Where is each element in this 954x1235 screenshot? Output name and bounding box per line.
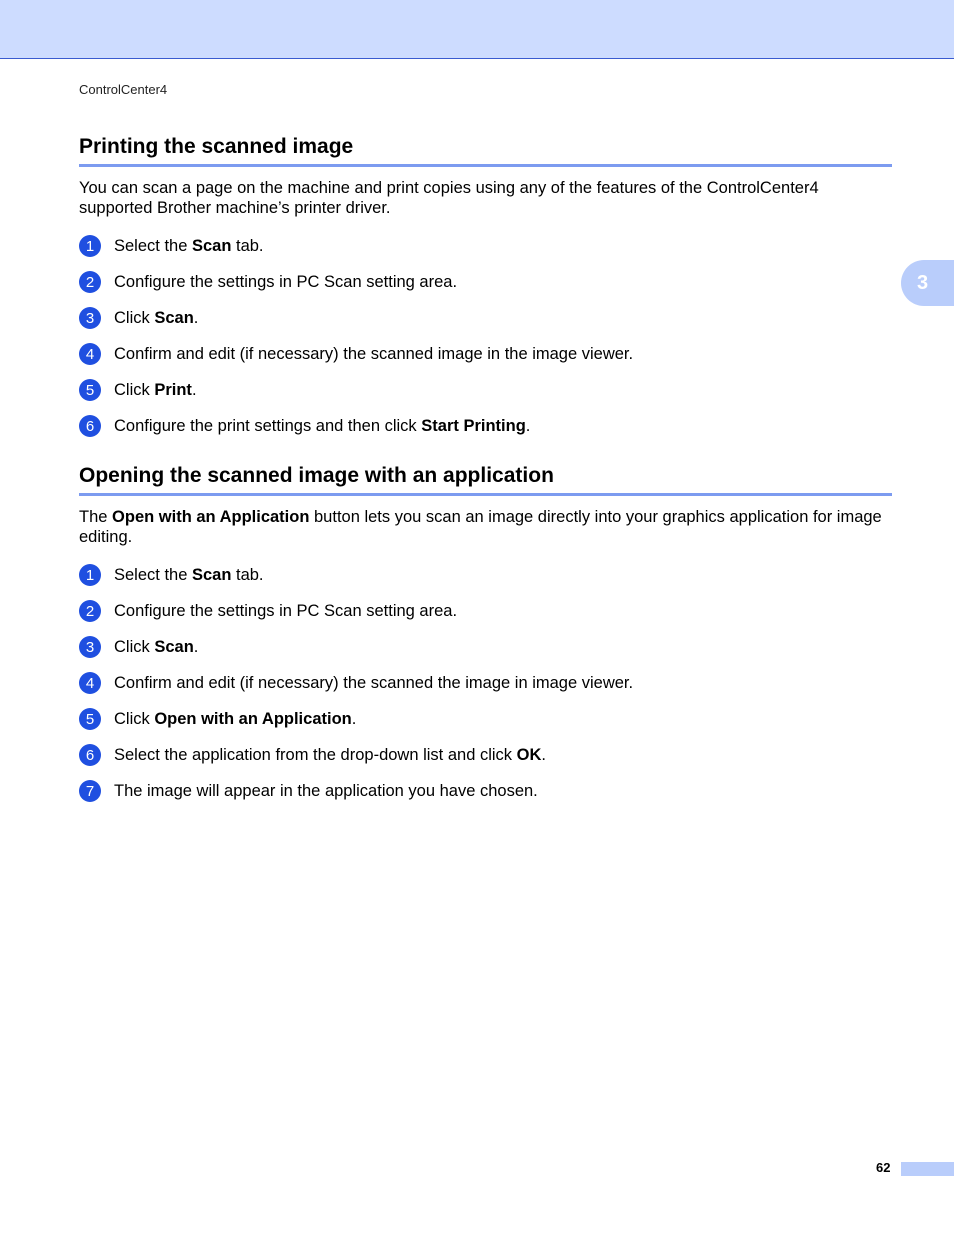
step-text: Confirm and edit (if necessary) the scanned the image in image viewer. (114, 673, 634, 692)
chapter-tab: 3 (901, 260, 954, 306)
step-item (79, 665, 892, 701)
step-text: Select the application from the drop-down list and click OK. (114, 745, 546, 764)
step-number-icon: 3 (79, 636, 101, 658)
step-number-icon: 4 (79, 343, 101, 365)
section-title: Printing the scanned image (79, 135, 892, 167)
step-item (79, 593, 892, 629)
step-number-icon: 6 (79, 415, 101, 437)
step-number-icon: 7 (79, 780, 101, 802)
step-list (79, 228, 892, 444)
section-printing (79, 135, 892, 444)
section-open-with-app (79, 464, 892, 809)
step-item (79, 701, 892, 737)
section-title: Opening the scanned image with an application (79, 464, 892, 496)
step-text: Select the Scan tab. (114, 565, 264, 584)
running-header: ControlCenter4 (79, 82, 168, 97)
step-text: Select the Scan tab. (114, 236, 264, 255)
step-text: Click Print. (114, 380, 197, 399)
step-number-icon: 5 (79, 708, 101, 730)
step-text: Configure the print settings and then click Start Printing. (114, 416, 531, 435)
step-text: Click Scan. (114, 637, 199, 656)
section-intro: The Open with an Application button lets you scan an image directly into your graphics application for image editing. (79, 508, 882, 546)
step-item (79, 264, 892, 300)
step-item (79, 372, 892, 408)
step-text: Confirm and edit (if necessary) the scanned image in the image viewer. (114, 344, 634, 363)
step-text: Configure the settings in PC Scan setting area. (114, 601, 458, 620)
step-list (79, 557, 892, 809)
step-item (79, 408, 892, 444)
step-item (79, 336, 892, 372)
step-item (79, 300, 892, 336)
step-number-icon: 4 (79, 672, 101, 694)
step-item (79, 629, 892, 665)
section-intro: You can scan a page on the machine and print copies using any of the features of the ControlCenter4 supported Brother machine’s printer driver. (79, 179, 819, 217)
step-item (79, 737, 892, 773)
step-text: The image will appear in the application you have chosen. (114, 781, 538, 800)
step-number-icon: 1 (79, 235, 101, 257)
step-item (79, 557, 892, 593)
step-number-icon: 6 (79, 744, 101, 766)
step-number-icon: 2 (79, 600, 101, 622)
step-text: Click Scan. (114, 308, 199, 327)
step-number-icon: 5 (79, 379, 101, 401)
step-text: Configure the settings in PC Scan setting area. (114, 272, 458, 291)
step-number-icon: 3 (79, 307, 101, 329)
step-number-icon: 2 (79, 271, 101, 293)
page-number: 62 (876, 1160, 891, 1175)
step-item (79, 773, 892, 809)
step-text: Click Open with an Application. (114, 709, 357, 728)
header-band (0, 0, 954, 59)
footer-band (901, 1162, 954, 1176)
step-number-icon: 1 (79, 564, 101, 586)
step-item (79, 228, 892, 264)
